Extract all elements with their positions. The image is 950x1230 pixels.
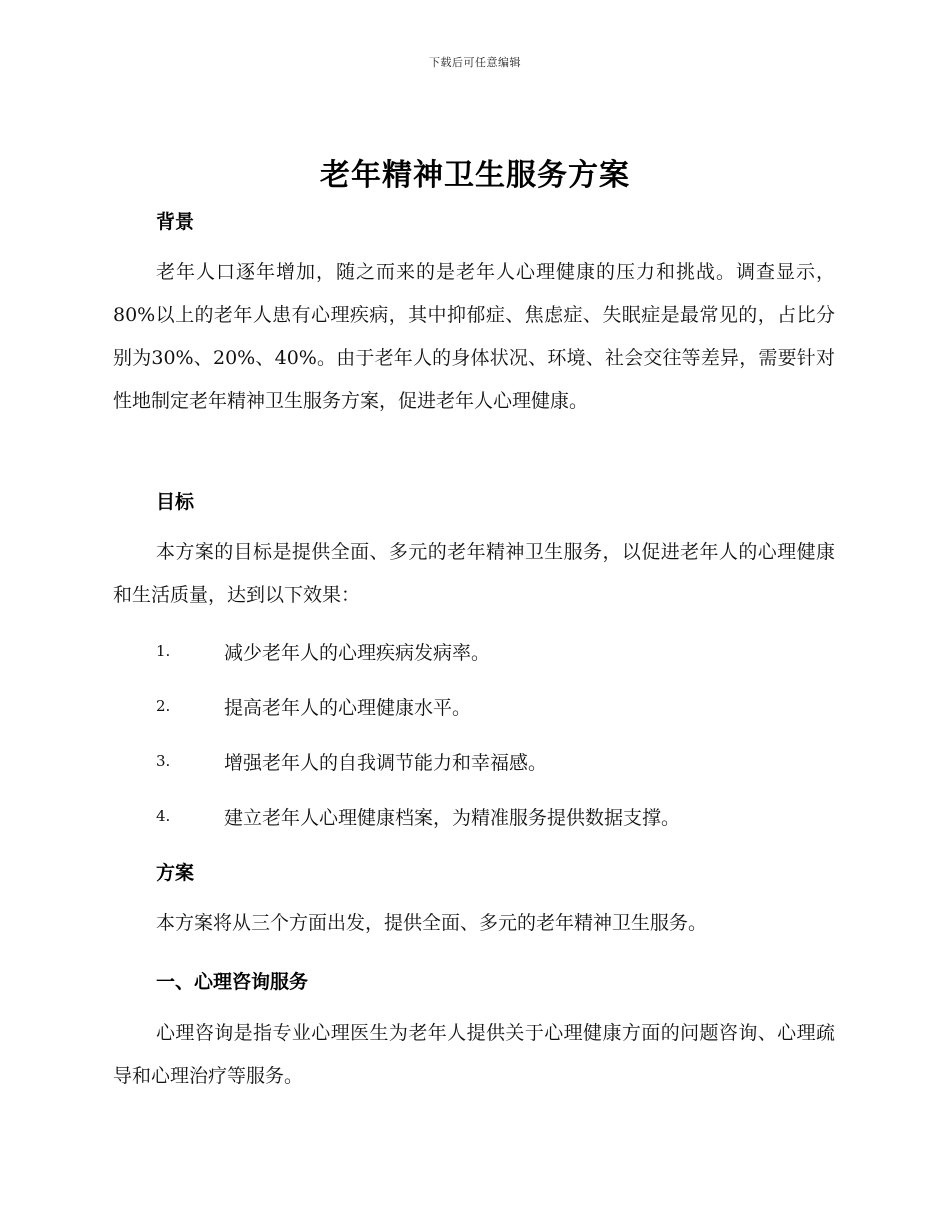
heading-background: 背景 xyxy=(156,211,195,233)
paragraph-section-1: 心理咨询是指专业心理医生为老年人提供关于心理健康方面的问题咨询、心理疏导和心理治疗等服务。 xyxy=(113,1022,835,1087)
paragraph-goal: 本方案的目标是提供全面、多元的老年精神卫生服务，以促进老年人的心理健康和生活质量，达到以下效果： xyxy=(113,541,835,606)
paragraph-background: 老年人口逐年增加，随之而来的是老年人心理健康的压力和挑战。调查显示，80%以上的老年人患有心理疾病，其中抑郁症、焦虑症、失眠症是最常见的，占比分别为30%、20%、40%。由于老年人的身体状况、环境、社会交往等差异，需要针对性地制定老年精神卫生服务方案，促进老年人心理健康。 xyxy=(113,261,835,412)
list-item-number: 2. xyxy=(156,697,171,715)
list-item-text: 增强老年人的自我调节能力和幸福感。 xyxy=(224,752,548,774)
heading-plan: 方案 xyxy=(156,862,195,884)
list-item-text: 减少老年人的心理疾病发病率。 xyxy=(224,642,491,664)
list-item-text: 建立老年人心理健康档案，为精准服务提供数据支撑。 xyxy=(224,807,681,829)
list-item-number: 1. xyxy=(156,642,171,660)
heading-section-1: 一、心理咨询服务 xyxy=(156,971,309,993)
list-item-text: 提高老年人的心理健康水平。 xyxy=(224,697,472,719)
list-item-number: 3. xyxy=(156,752,171,770)
heading-goal: 目标 xyxy=(156,491,195,513)
paragraph-plan: 本方案将从三个方面出发，提供全面、多元的老年精神卫生服务。 xyxy=(156,912,708,934)
list-item-number: 4. xyxy=(156,807,171,825)
header-note: 下载后可任意编辑 xyxy=(429,56,521,69)
document-title: 老年精神卫生服务方案 xyxy=(320,158,630,193)
